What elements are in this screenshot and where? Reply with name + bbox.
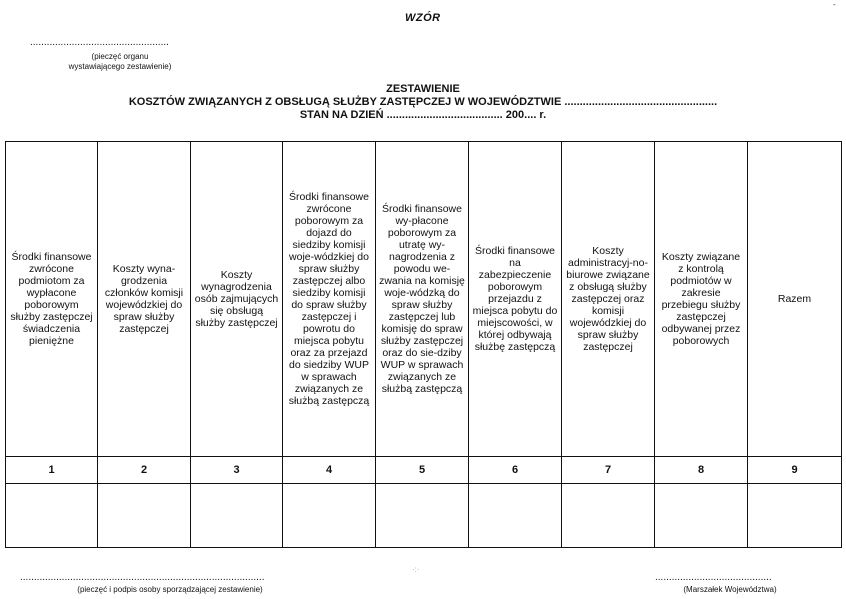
column-header-3: Koszty wynagrodzenia osób zajmujących się obsługą służby zastępczej — [191, 142, 283, 457]
corner-mark: - — [833, 0, 836, 9]
preparer-signature-caption: (pieczęć i podpis osoby sporządzającej zestawienie) — [77, 585, 263, 594]
data-cell-8 — [655, 484, 748, 548]
stamp-dotted-line: .................................................. — [30, 38, 169, 48]
marshal-signature-caption: (Marszałek Województwa) — [683, 585, 777, 594]
cost-table — [5, 141, 842, 548]
column-header-6: Środki finansowe na zabezpieczenie poborowym przejazdu z miejsca pobytu do miejscowości, w której odbywają służbę zastępczą — [469, 142, 562, 457]
preparer-signature-line: ........................................................................................ — [20, 573, 265, 583]
column-header-1: Środki finansowe zwrócone podmiotom za wypłacone poborowym służby zastępczej świadczenia pieniężne — [6, 142, 98, 457]
data-cell-3 — [191, 484, 283, 548]
column-number-3: 3 — [191, 457, 283, 484]
column-number-row — [6, 457, 842, 484]
column-number-5: 5 — [376, 457, 469, 484]
scan-smudge: ·:· — [412, 565, 420, 574]
column-number-6: 6 — [469, 457, 562, 484]
column-header-4: Środki finansowe zwrócone poborowym za dojazd do siedziby komisji woje-wódzkiej do spraw służby zastępczej albo siedziby komisji do spraw służby zastępczej i powrotu do miejsca pobytu oraz za przejazd do siedziby WUP w sprawach związanych ze służbą zastępczą — [283, 142, 376, 457]
document-title — [0, 83, 846, 122]
column-header-5: Środki finansowe wy-płacone poborowym za utratę wy-nagrodzenia z powodu we-zwania na komisję woje-wódzką do spraw służby zastępczej lub komisję do spraw służby zastępczej oraz do sie-dziby WUP w sprawach związanych ze służbą zastępczą — [376, 142, 469, 457]
stamp-caption — [40, 52, 200, 72]
column-number-8: 8 — [655, 457, 748, 484]
column-number-7: 7 — [562, 457, 655, 484]
data-cell-2 — [98, 484, 191, 548]
column-header-9: Razem — [748, 142, 842, 457]
title-line-3: STAN NA DZIEŃ ...................................... 200.... r. — [299, 109, 547, 121]
column-header-8: Koszty związane z kontrolą podmiotów w zakresie przebiegu służby zastępczej odbywanej przez poborowych — [655, 142, 748, 457]
title-line-2: KOSZTÓW ZWIĄZANYCH Z OBSŁUGĄ SŁUŻBY ZASTĘPCZEJ W WOJEWÓDZTWIE .................................................. — [128, 96, 718, 108]
table-header-row — [6, 142, 842, 457]
column-number-1: 1 — [6, 457, 98, 484]
data-entry-row — [6, 484, 842, 548]
column-header-7: Koszty administracyj-no-biurowe związane z obsługą służby zastępczej oraz komisji wojewódzkiej do spraw służby zastępczej — [562, 142, 655, 457]
document-label: WZÓR — [405, 12, 441, 24]
title-line-1: ZESTAWIENIE — [386, 83, 460, 95]
data-cell-4 — [283, 484, 376, 548]
column-number-2: 2 — [98, 457, 191, 484]
data-cell-1 — [6, 484, 98, 548]
data-cell-6 — [469, 484, 562, 548]
data-cell-7 — [562, 484, 655, 548]
stamp-caption-line2: wystawiającego zestawienie) — [68, 62, 172, 71]
data-cell-9 — [748, 484, 842, 548]
column-header-2: Koszty wyna-grodzenia członków komisji wojewódzkiej do spraw służby zastępczej — [98, 142, 191, 457]
marshal-signature-line: .......................................... — [655, 573, 772, 583]
stamp-caption-line1: (pieczęć organu — [91, 52, 149, 61]
column-number-9: 9 — [748, 457, 842, 484]
data-cell-5 — [376, 484, 469, 548]
column-number-4: 4 — [283, 457, 376, 484]
